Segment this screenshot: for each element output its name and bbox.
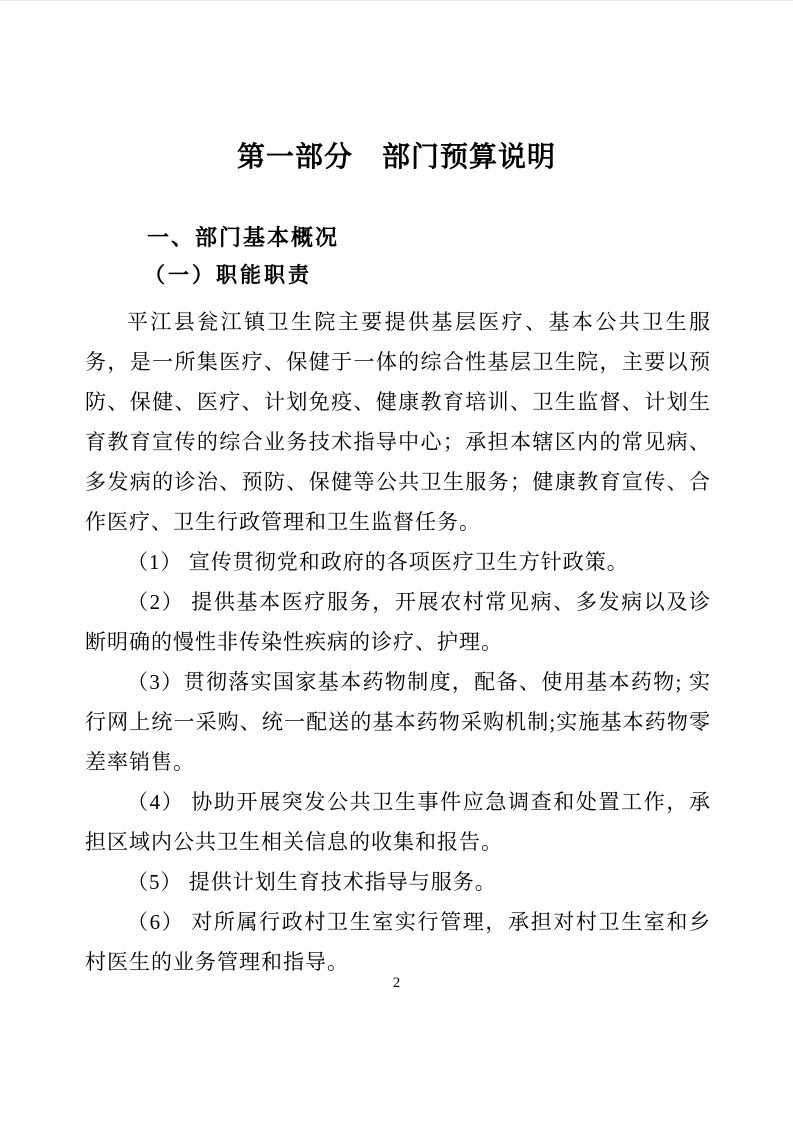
body-paragraph: （1） 宣传贯彻党和政府的各项医疗卫生方针政策。 [127, 550, 629, 574]
section-heading: 一、部门基本概况 [147, 225, 340, 250]
subsection-heading: （一）职能职责 [144, 263, 312, 287]
body-text [85, 302, 711, 982]
body-paragraph: （3）贯彻落实国家基本药物制度，配备、使用基本药物; 实行网上统一采购、统一配送的基本药物采购机制;实施基本药物零差率销售。 [85, 670, 711, 774]
body-paragraph: （2） 提供基本医疗服务，开展农村常见病、多发病以及诊断明确的慢性非传染性疾病的诊疗、护理。 [85, 590, 711, 654]
body-paragraph: （5） 提供计划生育技术指导与服务。 [127, 870, 497, 894]
body-paragraph: （4） 协助开展突发公共卫生事件应急调查和处置工作，承担区域内公共卫生相关信息的收集和报告。 [85, 790, 711, 854]
document-title: 第一部分 部门预算说明 [236, 141, 556, 172]
body-paragraph: （6） 对所属行政村卫生室实行管理，承担对村卫生室和乡村医生的业务管理和指导。 [85, 910, 711, 974]
body-paragraph: 平江县瓮江镇卫生院主要提供基层医疗、基本公共卫生服务，是一所集医疗、保健于一体的综合性基层卫生院，主要以预防、保健、医疗、计划免疫、健康教育培训、卫生监督、计划生育教育宣传的综合业务技术指导中心；承担本辖区内的常见病、多发病的诊治、预防、保健等公共卫生服务；健康教育宣传、合作医疗、卫生行政管理和卫生监督任务。 [85, 310, 711, 534]
page-number: 2 [392, 975, 401, 991]
